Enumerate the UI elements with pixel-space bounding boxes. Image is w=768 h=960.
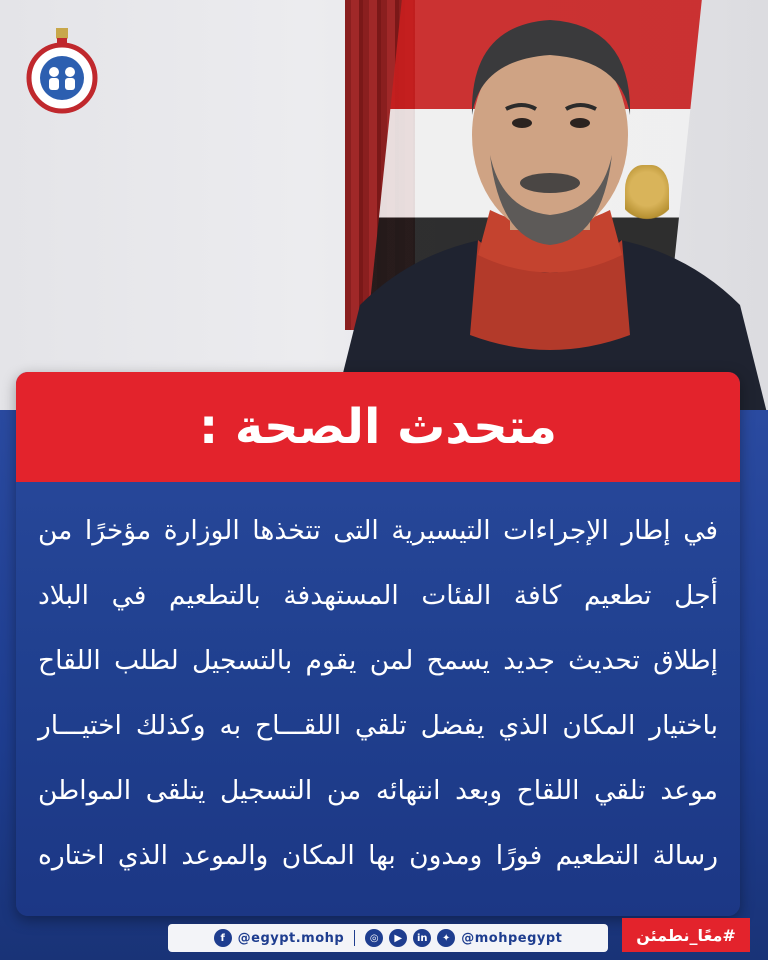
instagram-icon[interactable]: ◎ bbox=[365, 929, 383, 947]
spokesperson-photo bbox=[0, 0, 768, 420]
linkedin-icon[interactable]: in bbox=[413, 929, 431, 947]
title-banner bbox=[16, 372, 740, 482]
statement-line: في إطار الإجراءات التيسيرية التى تتخذها الوزارة مؤخرًا من bbox=[38, 515, 718, 546]
statement-line: إطلاق تحديث جديد يسمح لمن يقوم بالتسجيل لطلب اللقاح bbox=[38, 645, 718, 676]
person-portrait bbox=[330, 5, 768, 420]
statement-line: موعد تلقي اللقاح وبعد انتهائه من التسجيل يتلقى المواطن bbox=[38, 775, 718, 806]
hashtag-badge: #معًا_نطمئن bbox=[622, 918, 750, 952]
footer-divider bbox=[354, 930, 355, 946]
ministry-of-health-logo bbox=[26, 22, 98, 114]
social-handle[interactable]: @mohpegypt bbox=[461, 930, 563, 946]
statement-text bbox=[38, 498, 718, 888]
statement-line: رسالة التطعيم فورًا ومدون بها المكان والموعد الذي اختاره bbox=[38, 840, 718, 871]
social-footer bbox=[168, 924, 608, 952]
twitter-icon[interactable]: ✦ bbox=[437, 929, 455, 947]
statement-card bbox=[16, 372, 740, 916]
facebook-icon[interactable]: f bbox=[214, 929, 232, 947]
statement-line: أجل تطعيم كافة الفئات المستهدفة بالتطعيم في البلاد bbox=[38, 580, 718, 611]
card-title: متحدث الصحة : bbox=[199, 399, 557, 455]
youtube-icon[interactable]: ▶ bbox=[389, 929, 407, 947]
statement-line: باختيار المكان الذي يفضل تلقي اللقـــاح به وكذلك اختيـــار bbox=[38, 710, 718, 741]
facebook-handle[interactable]: @egypt.mohp bbox=[237, 930, 345, 946]
